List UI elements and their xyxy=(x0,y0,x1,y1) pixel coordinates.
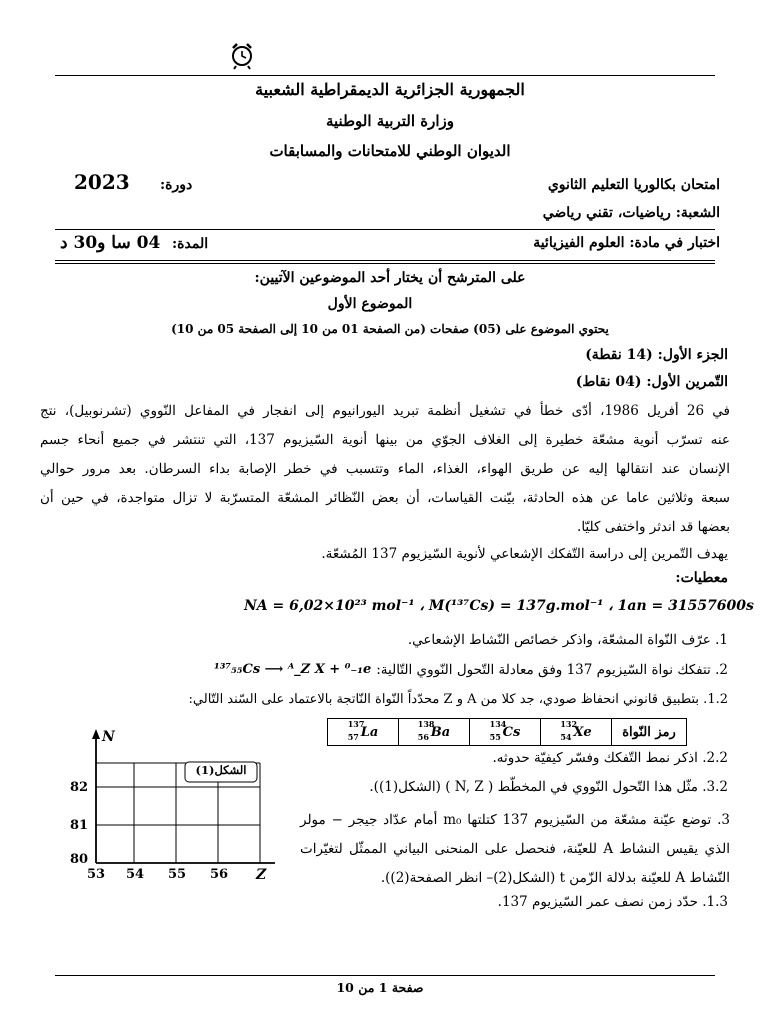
atomic-number: 56 xyxy=(417,731,429,742)
pages-note: يحتوي الموضوع على (05) صفحات (من الصفحة 01 من 10 إلى الصفحة 05 من 10) xyxy=(171,322,609,336)
figure-1 xyxy=(60,725,280,890)
question-2: 2. تتفكك نواة السّيزيوم 137 وفق معادلة التّحول النّووي التّالية: xyxy=(376,662,728,678)
topic-title: الموضوع الأول xyxy=(327,296,413,312)
page-number: صفحة 1 من 10 xyxy=(336,980,424,995)
question-3-line: الذي يقيس النشاط A للعيّنة، فنحصل على المنحنى البياني الممثّل لتغيّرات xyxy=(300,841,730,857)
intro-line: بعضها قد اندثر واختفى كليّا. xyxy=(577,519,730,535)
stream: الشعبة: رياضيات، تقني رياضي xyxy=(542,205,720,221)
givens-label: معطيات: xyxy=(675,570,728,586)
intro-line: الإنسان عند انتقالها إليه عن طريق الهواء، الغذاء، الماء وتتسبب في خطر الإصابة بداء السرطان. بعد مرور حوالي xyxy=(40,461,730,477)
header-rule-bottom xyxy=(55,260,715,261)
republic-title: الجمهورية الجزائرية الديمقراطية الشعبية xyxy=(255,80,525,99)
footer-rule xyxy=(55,975,715,976)
duration-label: المدة: xyxy=(172,236,209,252)
choose-instruction: على المترشح أن يختار أحد الموضوعين الآتيين: xyxy=(254,270,526,286)
duration-value: 04 سا و30 د xyxy=(60,233,161,253)
intro-paragraph xyxy=(40,397,730,542)
question-2-1: 1.2. بتطبيق قانوني انحفاظ صودي، جد كلا من A و Z محدّداً النّواة النّاتجة بالاعتماد على السّند التّالي: xyxy=(188,692,728,707)
session-label: دورة: xyxy=(160,177,193,193)
nucleus-cell xyxy=(399,719,470,746)
z-tick: 56 xyxy=(210,867,229,882)
nucleus-symbol: Ba xyxy=(430,724,451,740)
subject: اختبار في مادة: العلوم الفيزيائية xyxy=(533,235,720,251)
nucleus-symbol: Cs xyxy=(502,724,521,740)
n-axis-label: N xyxy=(102,729,115,745)
alarm-clock-icon xyxy=(228,40,256,70)
question-3-1: 1.3. حدّد زمن نصف عمر السّيزيوم 137. xyxy=(497,894,728,910)
nucleus-cell xyxy=(541,719,612,746)
mass-number: 134 xyxy=(489,718,507,729)
figure-1-label: الشكل(1) xyxy=(195,763,247,777)
z-tick: 53 xyxy=(87,867,106,882)
atomic-number: 54 xyxy=(560,731,572,742)
givens-values: NA = 6,02×10²³ mol⁻¹ ، M(¹³⁷Cs) = 137g.mol⁻¹ ، 1an = 31557600s xyxy=(244,598,754,614)
goal-text: يهدف التّمرين إلى دراسة التّفكك الإشعاعي لأنوية السّيزيوم 137 المُشعّة. xyxy=(321,546,728,562)
z-tick: 55 xyxy=(168,867,187,882)
n-tick: 81 xyxy=(70,818,89,833)
intro-line: في 26 أفريل 1986، أدّى خطأ في تشغيل أنظمة تبريد اليورانيوم إلى انفجار في المفاعل النّووي (تشرنوبيل)، نتج xyxy=(40,403,730,419)
mass-number: 137 xyxy=(347,718,365,729)
mass-number: 138 xyxy=(417,718,435,729)
question-3-line: 3. توضع عيّنة مشعّة من السّيزيوم 137 كتلتها m₀ أمام عدّاد جيجر − مولر xyxy=(300,812,730,828)
intro-line: عنه تسرّب أنوية مشعّة خطيرة إلى الغلاف الجوّي من بينها أنوية السّيزيوم 137، التي تنتشر في جميع أنحاء جسم xyxy=(40,432,730,448)
question-3-line: النّشاط A للعيّنة بدلالة الزّمن t (الشكل(2)– انظر الصفحة(2)). xyxy=(380,870,730,886)
n-tick: 80 xyxy=(70,852,89,867)
nuclei-table xyxy=(327,718,687,746)
nucleus-cell xyxy=(328,719,399,746)
exercise-title: التّمرين الأول: (04 نقاط) xyxy=(575,374,728,390)
mass-number: 132 xyxy=(560,718,578,729)
decay-equation: ¹³⁷₅₅Cs ⟶ ᴬ_Z X + ⁰₋₁e xyxy=(214,662,372,677)
part-title: الجزء الأول: (14 نقطة) xyxy=(585,347,728,363)
header-rule-bottom-double xyxy=(55,263,715,264)
nuclei-table-header: رمز النّواة xyxy=(612,719,687,746)
question-1: 1. عرّف النّواة المشعّة، واذكر خصائص النّشاط الإشعاعي. xyxy=(407,632,728,648)
exam-title: امتحان بكالوريا التعليم الثانوي xyxy=(547,177,720,193)
session-year: 2023 xyxy=(74,170,130,194)
nucleus-cell xyxy=(470,719,541,746)
header-rule-mid xyxy=(55,229,715,230)
question-2-3: 3.2. مثّل هذا التّحول النّووي في المخطّط ( N, Z ) (الشكل(1)). xyxy=(369,779,728,795)
z-tick: 54 xyxy=(126,867,145,882)
nucleus-symbol: Xe xyxy=(573,724,592,740)
atomic-number: 55 xyxy=(489,731,501,742)
nucleus-symbol: La xyxy=(360,724,379,740)
header-rule-top xyxy=(55,75,715,76)
nz-diagram xyxy=(60,725,280,890)
intro-line: سبعة وثلاثين عاما عن هذه الحادثة، بيّنت القياسات، أن بعض النّظائر المشعّة المتسرّبة لا تزال متواجدة، في حين أن xyxy=(40,490,730,506)
question-3 xyxy=(300,806,730,893)
ministry-title: وزارة التربية الوطنية xyxy=(325,112,454,130)
z-axis-label: Z xyxy=(256,867,267,883)
n-tick: 82 xyxy=(70,780,89,795)
atomic-number: 57 xyxy=(347,731,359,742)
office-title: الديوان الوطني للامتحانات والمسابقات xyxy=(269,142,511,160)
question-2-2: 2.2. اذكر نمط التّفكك وفسّر كيفيّة حدوثه. xyxy=(492,750,728,766)
